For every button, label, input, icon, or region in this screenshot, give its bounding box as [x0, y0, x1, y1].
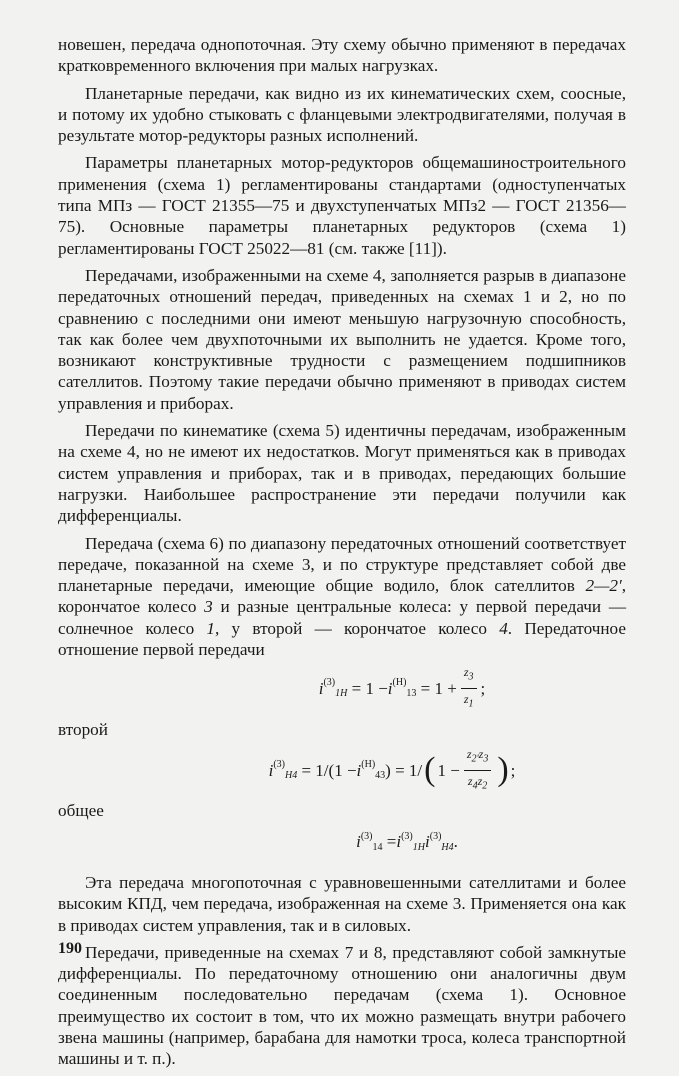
page-number: 190: [58, 940, 82, 957]
formula-first-ratio: i $^{(3)}_{1H}$ = 1 − i $^{(H)}_{13}$ = 1 + $\frac{z_3}{z_1}$ ;: [178, 662, 626, 714]
paragraph-1: новешен, передача однопоточная. Эту схему обычно применяют в передачах кратковременного включения при малых нагрузках.: [58, 35, 626, 76]
page-text: [58, 34, 626, 1076]
paragraph-3: Параметры планетарных мотор-редукторов общемашиностроительного применения (схема 1) регламентированы стандартами (одноступенчатых типа МПз — ГОСТ 21355—75 и двухступенчатых МПз2 — ГОСТ 21356—75). Основные параметры планетарных редукторов (схема 1) регламентированы ГОСТ 25022—81 (см. также [11]).: [58, 153, 626, 258]
paragraph-4: Передачами, изображенными на схеме 4, заполняется разрыв в диапазоне передаточных отношений передач, приведенных на схемах 1 и 2, но по сравнению с последними они имеют меньшую нагрузочную способность, так как более чем двухпоточными их выполнить не удается. Кроме того, возникают конструктивные трудности с размещением подшипников сателлитов. Поэтому такие передачи обычно применяют в приводах систем управления и приборах.: [58, 265, 626, 413]
paragraph-2: Планетарные передачи, как видно из их кинематических схем, соосные, и потому их удобно стыковать с фланцевыми электродвигателями, получая в результате мотор-редукторы разных исполнений.: [58, 83, 626, 146]
label-second: второй: [58, 719, 108, 739]
paragraph-6: Передача (схема 6) по диапазону передаточных отношений соответствует передаче, показанной на схеме 3, и по структуре представляет собой две планетарные передачи, имеющие общие водило, блок сателлитов 2—2′, корончатое колесо 3 и разные центральные колеса: у первой передачи — солнечное колесо 1, у второй — корончатое колесо 4. Передаточное отношение первой передачи: [58, 533, 627, 660]
paragraph-7: Эта передача многопоточная с уравновешенными сателлитами и более высоким КПД, чем передача, изображенная на схеме 3. Применяется она как в приводах систем управления, так и в силовых.: [58, 873, 626, 935]
formula-total-ratio: i $^{(3)}_{14}$ = i $^{(3)}_{1H}$ i $^{(3)}_{H4}$ .: [356, 830, 458, 853]
paragraph-8: Передачи, приведенные на схемах 7 и 8, представляют собой замкнутые дифференциалы. По передаточному отношению они аналогичны двум соединенным последовательно передачам (схема 1). Основное преимущество их состоит в том, что их можно размещать внутри рабочего звена машины (например, барабана для намотки троса, колеса транспортной машины и т. п.).: [58, 942, 626, 1069]
paragraph-5: Передачи по кинематике (схема 5) идентичны передачам, изображенным на схеме 4, но не имеют их недостатков. Могут применяться как в приводах систем управления и приборах, так и в приводах, передающих большие нагрузки. Наибольшее распространение эти передачи получили как дифференциалы.: [58, 421, 626, 526]
formula-second-ratio: i $^{(3)}_{H4}$ = 1/(1 − i $^{(H)}_{43}$ ) = 1/ ( 1 − $\frac{z_{2'}z_3}{z_4z_2}$ ) ;: [158, 744, 626, 796]
label-total: общее: [58, 801, 104, 821]
